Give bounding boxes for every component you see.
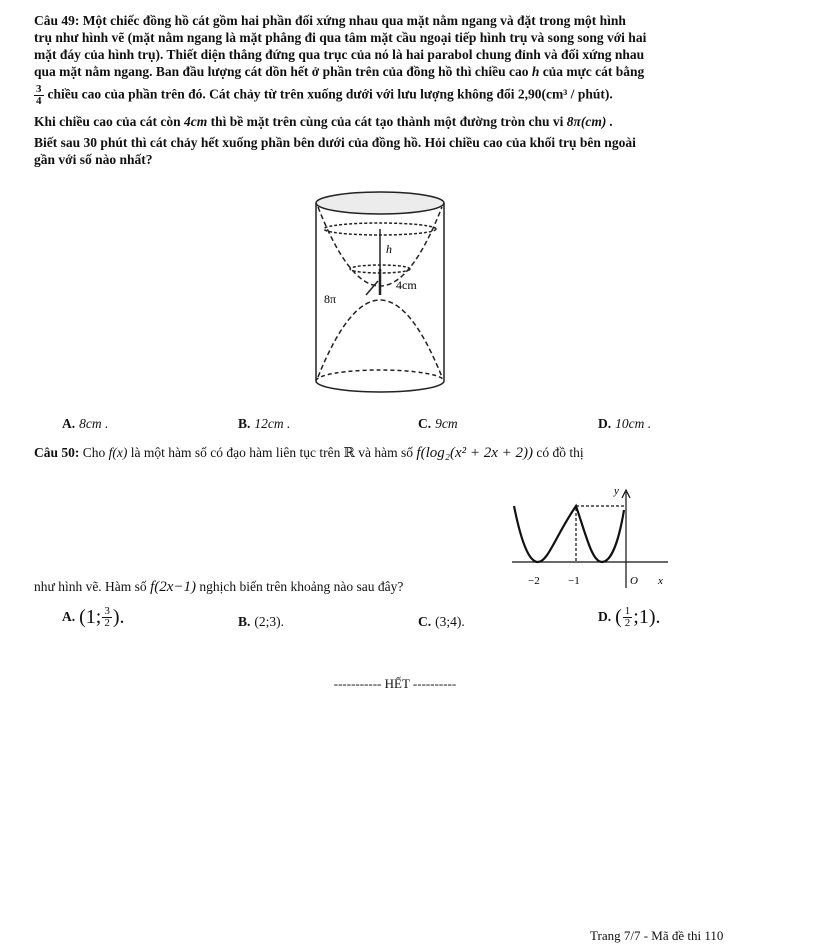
page-footer: Trang 7/7 - Mã đề thi 110 xyxy=(590,928,724,943)
hourglass-figure xyxy=(300,185,465,405)
q49-option-d: D. 10cm . xyxy=(598,416,652,431)
composite-function: f(log₂(x² + 2x + 2)) xyxy=(416,445,534,461)
q49-line-4: qua mặt nằm ngang. Ban đầu lượng cát dồn hết ở phần trên của đồng hồ thì chiều cao h của mực cát bằng xyxy=(34,64,645,79)
q50-option-b: B. (2;3). xyxy=(238,614,285,629)
q49-line-2: trụ như hình vẽ (mặt nằm ngang là mặt phẳng đi qua tâm mặt cầu ngoại tiếp hình trụ và song song với hai xyxy=(34,30,647,45)
tick-label-neg2: −2 xyxy=(528,575,540,587)
q50-option-d: D. ( $\frac{1}{2}$ ;1). xyxy=(598,605,661,629)
q49-line-3: mặt đáy của hình trụ). Thiết diện thẳng đứng qua trục của nó là hai parabol chung đỉnh và đối xứng nhau xyxy=(34,47,645,62)
x-axis-label: x xyxy=(658,575,663,587)
q49-option-b: B. 12cm . xyxy=(238,416,291,431)
question-50-line-2: như hình vẽ. Hàm số f(2x−1) nghịch biến trên khoảng nào sau đây? xyxy=(34,579,404,595)
y-axis-label: y xyxy=(614,485,619,497)
q50-label: Câu 50: xyxy=(34,445,80,460)
q49-line-5: $\frac{3}{4}$ chiều cao của phần trên đó. Cát chảy từ trên xuống dưới với lưu lượng không đổi 2,90(cm³ / phút). xyxy=(36,83,613,107)
q50-option-c: C. (3;4). xyxy=(418,614,465,629)
origin-label: O xyxy=(630,575,638,587)
lower-parabola xyxy=(318,300,442,377)
q49-label: Câu 49: xyxy=(34,13,80,28)
cylinder-top-ellipse xyxy=(316,192,444,214)
cylinder-bottom-back xyxy=(316,370,444,381)
end-marker: ----------- HẾT ---------- xyxy=(333,676,457,691)
q49-option-c: C. 9cm xyxy=(418,416,458,431)
label-8pi: 8π xyxy=(324,292,337,306)
label-h: h xyxy=(386,242,392,256)
q49-line-6: Khi chiều cao của cát còn 4cm thì bề mặt trên cùng của cát tạo thành một đường tròn chu vi 8π(cm) . xyxy=(34,114,614,129)
flow-rate: 2,90(cm³ / phút). xyxy=(517,86,613,102)
cylinder-bottom-front xyxy=(316,381,444,392)
tick-label-neg1: −1 xyxy=(568,575,580,587)
q49-line-7: Biết sau 30 phút thì cát chảy hết xuống phần bên dưới của đồng hồ. Hỏi chiều cao của khối trụ bên ngoài xyxy=(34,135,636,150)
q49-line-8: gần với số nào nhất? xyxy=(34,152,153,167)
function-graph xyxy=(508,480,673,592)
fraction-3-4: $\frac{3}{4}$ xyxy=(36,83,42,107)
graph-curve xyxy=(514,506,624,562)
question-49-text xyxy=(34,12,774,168)
label-4cm: 4cm xyxy=(396,278,417,292)
q50-option-a: A. (1; $\frac{3}{2}$ ). xyxy=(62,605,125,629)
question-50-intro: Câu 50: Cho f(x) là một hàm số có đạo hàm liên tục trên ℝ và hàm số f(log₂(x² + 2x + 2)) có đồ thị xyxy=(34,445,584,461)
q49-line-1: Câu 49: Một chiếc đồng hồ cát gồm hai phần đối xứng nhau qua mặt nằm ngang và đặt trong một hình xyxy=(34,13,626,28)
q49-option-a: A. 8cm . xyxy=(62,416,109,431)
